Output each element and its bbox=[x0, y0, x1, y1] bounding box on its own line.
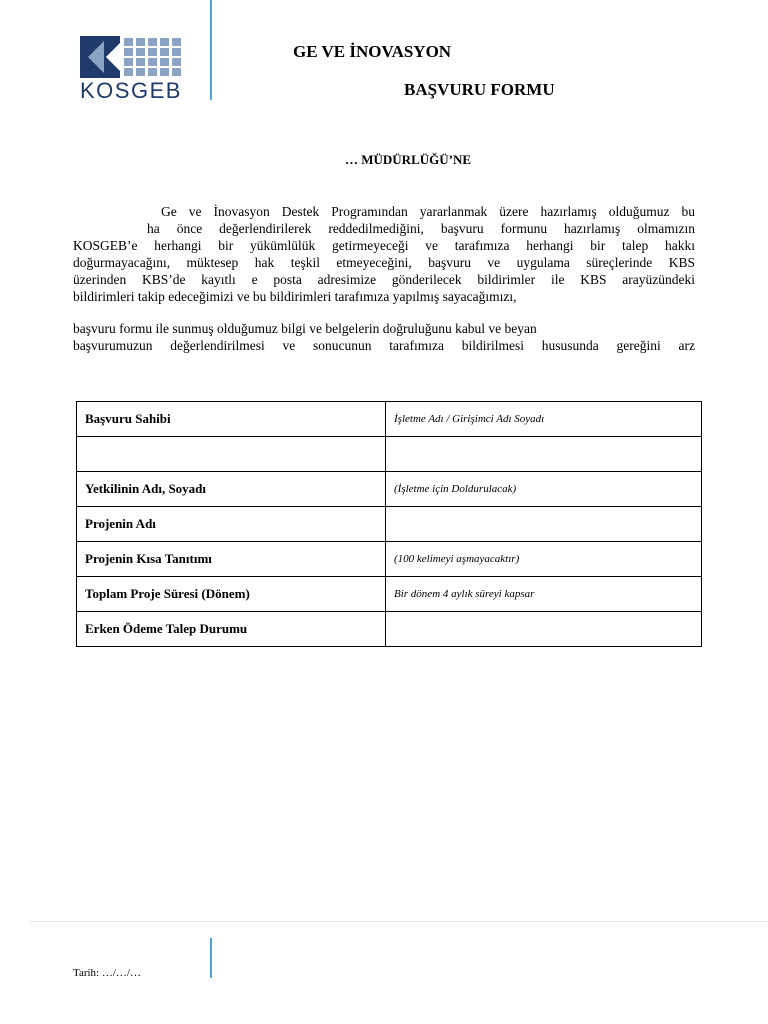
field-label: Başvuru Sahibi bbox=[77, 402, 386, 437]
footer-divider bbox=[30, 921, 768, 922]
table-row bbox=[77, 437, 702, 472]
paragraph-line: üzerinden KBS’de kayıtlı e posta adresimize gönderilecek bildirimler ile KBS arayüzündeki bbox=[73, 272, 695, 287]
field-label: Yetkilinin Adı, Soyadı bbox=[77, 472, 386, 507]
field-label: Erken Ödeme Talep Durumu bbox=[77, 612, 386, 647]
paragraph-line: Ge ve İnovasyon Destek Programından yararlanmak üzere hazırlamış olduğumuz bu bbox=[161, 204, 695, 219]
paragraph-line: KOSGEB’e herhangi bir yükümlülük getirmeyeceği ve tarafımıza herhangi bir talep hakkı bbox=[73, 238, 695, 253]
field-value[interactable] bbox=[386, 437, 702, 472]
field-value[interactable] bbox=[386, 612, 702, 647]
field-label: Toplam Proje Süresi (Dönem) bbox=[77, 577, 386, 612]
document-title-line1: GE VE İNOVASYON bbox=[293, 42, 452, 61]
application-info-table bbox=[76, 401, 702, 647]
field-label: Projenin Adı bbox=[77, 507, 386, 542]
date-field: Tarih: …/…/… bbox=[73, 967, 141, 979]
table-row bbox=[77, 577, 702, 612]
field-value[interactable] bbox=[386, 507, 702, 542]
field-value[interactable]: (İşletme için Doldurulacak) bbox=[386, 472, 702, 507]
table-row bbox=[77, 472, 702, 507]
field-value[interactable]: İşletme Adı / Girişimci Adı Soyadı bbox=[386, 402, 702, 437]
table-row bbox=[77, 542, 702, 577]
paragraph-line: başvuru formu ile sunmuş olduğumuz bilgi ve belgelerin doğruluğunu kabul ve beyan bbox=[73, 321, 537, 336]
field-label: Projenin Kısa Tanıtımı bbox=[77, 542, 386, 577]
bottom-accent-line bbox=[210, 938, 212, 978]
table-row bbox=[77, 507, 702, 542]
paragraph-line: ha önce değerlendirilerek reddedilmediğini, başvuru formunu hazırlamış olmamızın bbox=[147, 221, 695, 236]
paragraph-line: doğurmayacağını, müktesep hak teşkil etmeyeceğini, başvuru ve uygulama süreçlerinde KBS bbox=[73, 255, 695, 270]
kosgeb-logo-text: KOSGEB bbox=[80, 78, 182, 103]
document-title-line2: BAŞVURU FORMU bbox=[404, 80, 555, 99]
paragraph-line: başvurumuzun değerlendirilmesi ve sonucunun tarafımıza bildirilmesi hususunda gereğini arz bbox=[73, 338, 695, 353]
kosgeb-logo bbox=[80, 36, 195, 106]
field-label bbox=[77, 437, 386, 472]
salutation: … MÜDÜRLÜĞÜ’NE bbox=[345, 152, 472, 167]
table-row bbox=[77, 402, 702, 437]
declaration-paragraph-1 bbox=[73, 203, 695, 305]
top-accent-line bbox=[210, 0, 212, 100]
field-value[interactable]: Bir dönem 4 aylık süreyi kapsar bbox=[386, 577, 702, 612]
table-row bbox=[77, 612, 702, 647]
declaration-paragraph-2 bbox=[73, 320, 695, 354]
kosgeb-logo-mark bbox=[80, 36, 188, 78]
field-value[interactable]: (100 kelimeyi aşmayacaktır) bbox=[386, 542, 702, 577]
paragraph-line: bildirimleri takip edeceğimizi ve bu bildirimleri tarafımıza yapılmış sayacağımızı, bbox=[73, 289, 517, 304]
